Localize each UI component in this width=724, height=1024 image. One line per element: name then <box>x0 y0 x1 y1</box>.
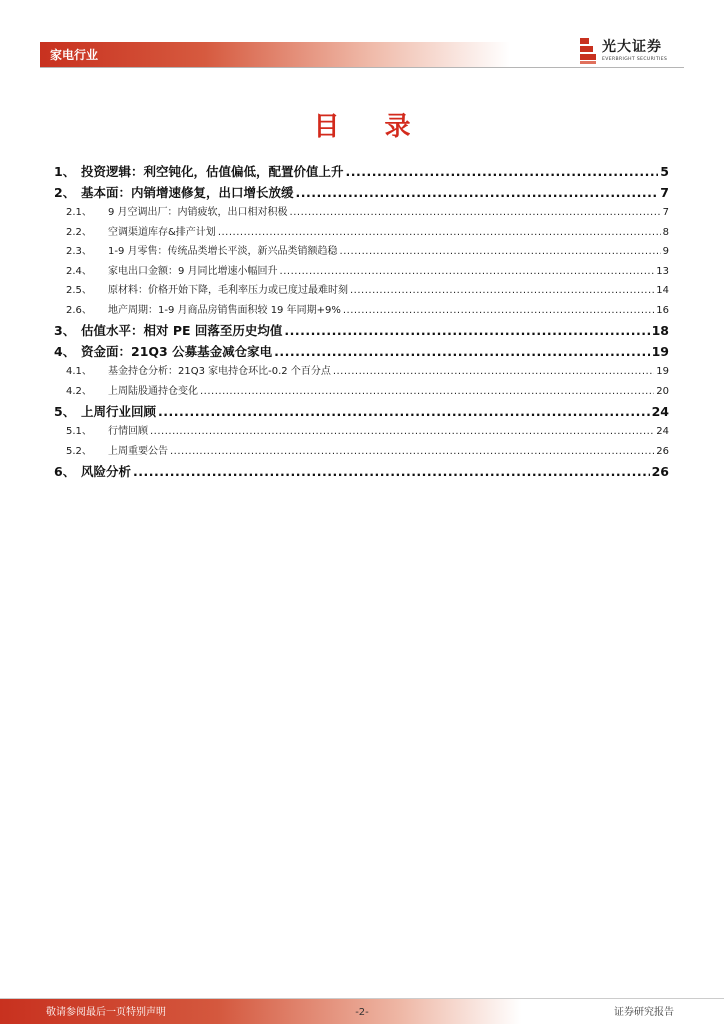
toc-dot-leader <box>150 422 654 442</box>
toc-entry-number: 2.5、 <box>66 285 92 296</box>
toc-entry-title: 上周行业回顾 <box>81 404 157 419</box>
toc-dot-leader <box>296 182 659 203</box>
toc-entry-page: 19 <box>656 366 669 377</box>
toc-entry-title: 行情回顾 <box>108 426 148 437</box>
toc-subsection-entry[interactable] <box>54 242 669 262</box>
toc-entry-number: 3、 <box>54 323 76 338</box>
toc-dot-leader <box>343 301 654 321</box>
toc-subsection-entry[interactable] <box>54 262 669 282</box>
logo-mark-icon <box>580 38 596 64</box>
toc-entry-number: 2、 <box>54 185 76 200</box>
toc-entry-page: 5 <box>660 164 669 179</box>
toc-entry-title: 上周陆股通持仓变化 <box>108 385 198 397</box>
toc-entry-page: 13 <box>656 265 669 277</box>
toc-entry-page: 7 <box>662 207 669 218</box>
toc-entry-title: 1-9 月零售：传统品类增长平淡，新兴品类销额趋稳 <box>108 246 338 257</box>
toc-entry-title: 上周重要公告 <box>108 445 168 457</box>
toc-title: 目 录 <box>313 112 429 142</box>
page-number: -2- <box>355 1007 369 1018</box>
toc-subsection-entry[interactable] <box>54 362 669 382</box>
table-of-contents <box>54 161 669 482</box>
toc-entry-title: 原材料：价格开始下降，毛利率压力或已度过最难时刻 <box>108 285 348 296</box>
toc-entry-number: 2.1、 <box>66 207 92 218</box>
toc-entry-number: 4.2、 <box>66 385 92 397</box>
toc-subsection-entry[interactable] <box>54 281 669 301</box>
toc-subsection-entry[interactable] <box>54 301 669 321</box>
toc-subsection-entry[interactable] <box>54 203 669 223</box>
footer-disclaimer: 敬请参阅最后一页特别声明 <box>46 1007 166 1018</box>
toc-section-entry[interactable] <box>54 341 669 362</box>
toc-entry-title: 基本面：内销增速修复，出口增长放缓 <box>81 185 294 200</box>
toc-entry-page: 16 <box>656 304 669 316</box>
toc-entry-number: 2.6、 <box>66 304 92 316</box>
toc-dot-leader <box>346 161 659 182</box>
header-bar <box>40 42 510 68</box>
toc-dot-leader <box>200 382 654 402</box>
toc-entry-page: 8 <box>662 226 669 238</box>
header-title: 家电行业 <box>50 48 99 62</box>
toc-entry-title: 资金面：21Q3 公募基金减仓家电 <box>81 344 273 359</box>
toc-entry-number: 2.3、 <box>66 246 92 257</box>
toc-entry-number: 5.1、 <box>66 426 92 437</box>
toc-entry-title: 地产周期：1-9 月商品房销售面积较 19 年同期+9% <box>108 304 341 316</box>
toc-dot-leader <box>284 320 649 341</box>
toc-entry-title: 空调渠道库存&排产计划 <box>108 226 216 238</box>
toc-dot-leader <box>280 262 655 282</box>
toc-entry-number: 2.2、 <box>66 226 92 238</box>
toc-entry-page: 7 <box>660 185 669 200</box>
toc-entry-page: 18 <box>651 323 669 338</box>
toc-dot-leader <box>274 341 650 362</box>
toc-dot-leader <box>350 281 654 301</box>
toc-entry-page: 9 <box>662 246 669 257</box>
toc-subsection-entry[interactable] <box>54 442 669 462</box>
toc-subsection-entry[interactable] <box>54 382 669 402</box>
footer-report-type: 证券研究报告 <box>614 1007 674 1018</box>
toc-section-entry[interactable] <box>54 461 669 482</box>
toc-dot-leader <box>133 461 650 482</box>
toc-entry-title: 基金持仓分析：21Q3 家电持仓环比-0.2 个百分点 <box>108 366 331 377</box>
toc-entry-number: 5、 <box>54 404 76 419</box>
toc-section-entry[interactable] <box>54 161 669 182</box>
company-logo <box>580 38 684 66</box>
header-divider <box>40 67 684 68</box>
toc-subsection-entry[interactable] <box>54 223 669 243</box>
toc-entry-page: 26 <box>651 464 669 479</box>
logo-english-name: EVERBRIGHT SECURITIES <box>602 57 668 62</box>
toc-dot-leader <box>333 362 654 382</box>
toc-entry-title: 估值水平：相对 PE 回落至历史均值 <box>81 323 283 338</box>
toc-dot-leader <box>158 401 650 422</box>
toc-entry-title: 9 月空调出厂：内销疲软，出口相对积极 <box>108 207 288 218</box>
toc-dot-leader <box>340 242 661 262</box>
toc-entry-title: 投资逻辑：利空钝化，估值偏低，配置价值上升 <box>81 164 344 179</box>
toc-subsection-entry[interactable] <box>54 422 669 442</box>
toc-entry-number: 2.4、 <box>66 265 92 277</box>
toc-entry-title: 家电出口金额：9 月同比增速小幅回升 <box>108 265 278 277</box>
toc-entry-page: 20 <box>656 385 669 397</box>
toc-entry-number: 4、 <box>54 344 76 359</box>
toc-section-entry[interactable] <box>54 182 669 203</box>
toc-entry-number: 5.2、 <box>66 445 92 457</box>
toc-entry-page: 26 <box>656 445 669 457</box>
toc-entry-page: 24 <box>656 426 669 437</box>
toc-entry-title: 风险分析 <box>81 464 132 479</box>
toc-entry-page: 14 <box>656 285 669 296</box>
toc-section-entry[interactable] <box>54 320 669 341</box>
toc-dot-leader <box>290 203 661 223</box>
toc-entry-page: 19 <box>651 344 669 359</box>
toc-entry-number: 4.1、 <box>66 366 92 377</box>
toc-section-entry[interactable] <box>54 401 669 422</box>
toc-entry-page: 24 <box>651 404 669 419</box>
toc-dot-leader <box>170 442 654 462</box>
toc-dot-leader <box>218 223 661 243</box>
logo-name: 光大证券 <box>602 39 662 55</box>
toc-entry-number: 1、 <box>54 164 76 179</box>
toc-entry-number: 6、 <box>54 464 76 479</box>
